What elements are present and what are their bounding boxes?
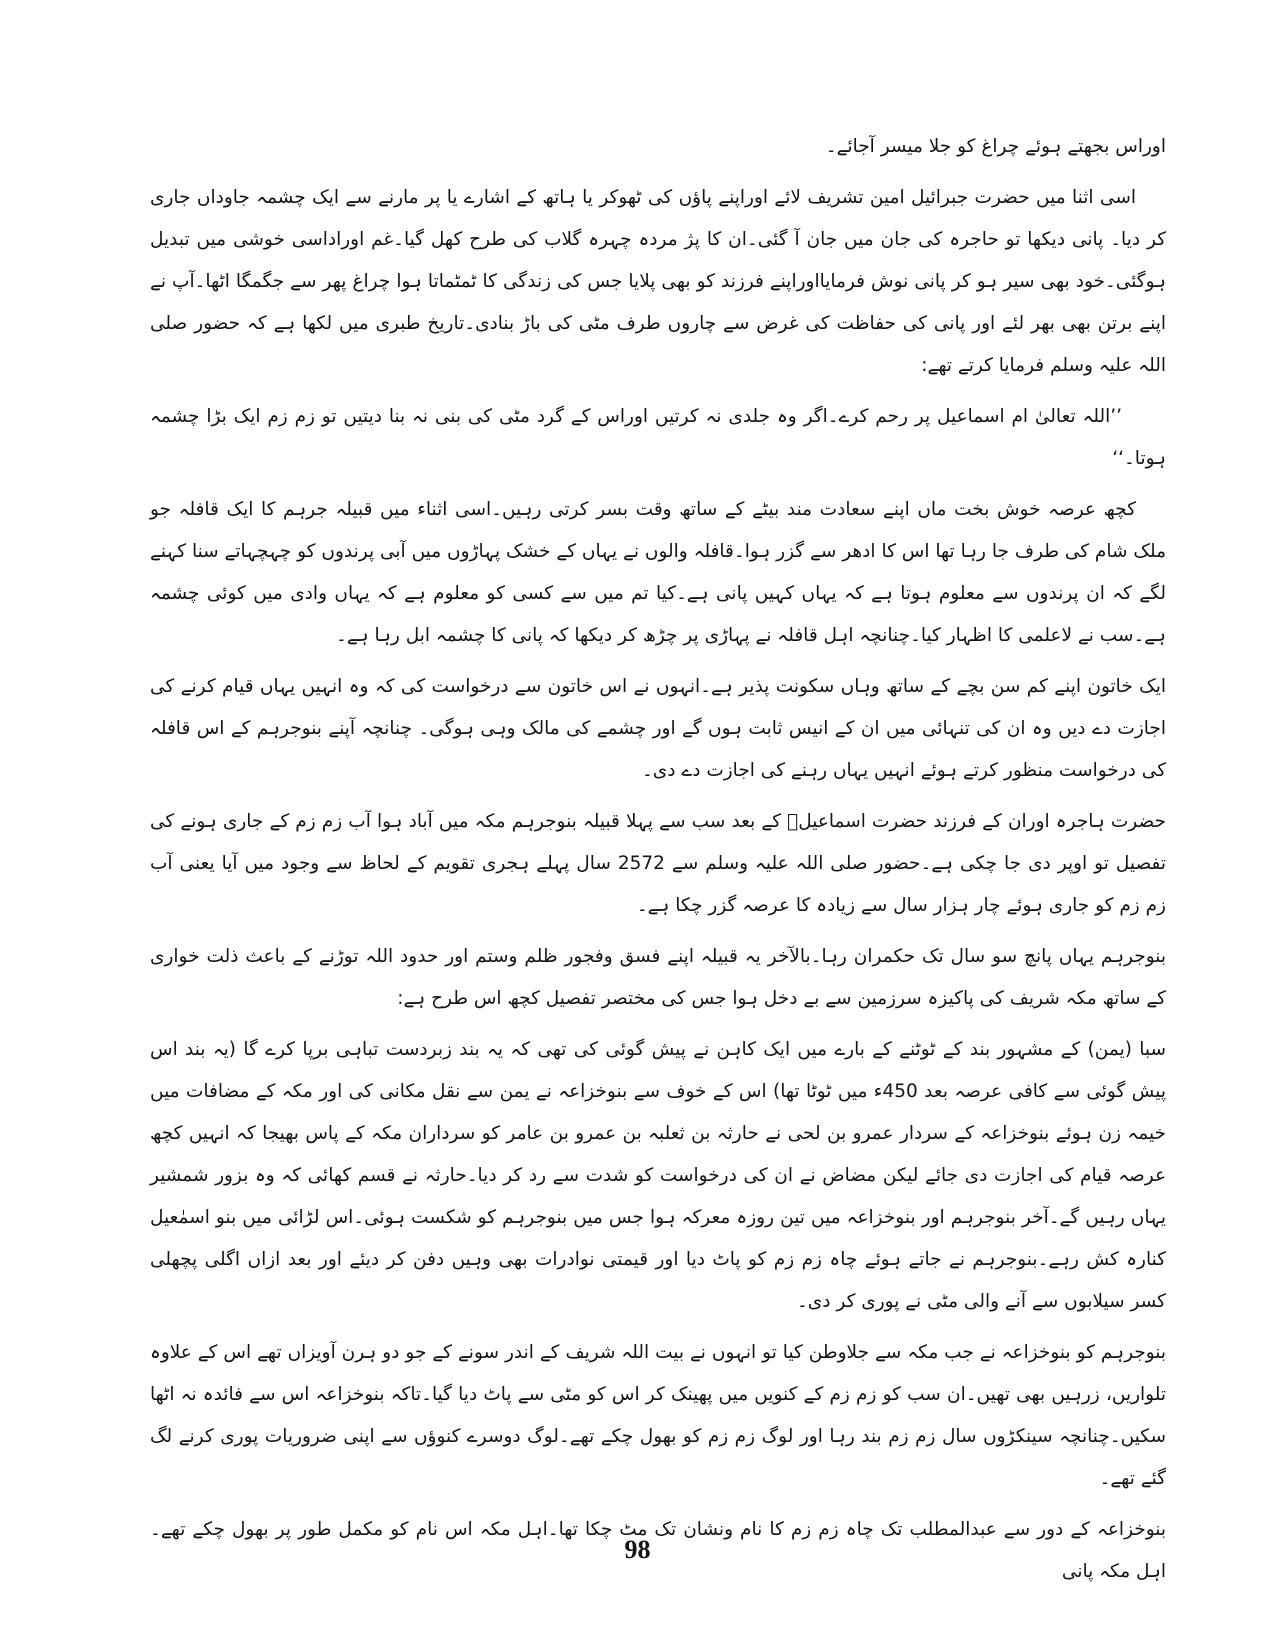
paragraph-7: بنوجرہم یہاں پانچ سو سال تک حکمران رہا۔بالآخر یہ قبیلہ اپنے فسق وفجور ظلم وستم اور حدود اللہ توڑنے کے باعث ذلت خواری کے ساتھ مکہ شریف کی پاکیزہ سرزمین سے بے دخل ہوا جس کی مختصر تفصیل کچھ اس طرح ہے: [150,946,1166,1009]
paragraph-1: اوراس بجھتے ہوئے چراغ کو جلا میسر آجائے۔ [825,136,1166,157]
page-number: 98 [624,1535,651,1564]
paragraph-8: سبا (یمن) کے مشہور بند کے ٹوٹنے کے بارے میں ایک کاہن نے پیش گوئی کی تھی کہ یہ بند زبردست تباہی برپا کرے گا (یہ بند اس پیش گوئی سے کافی عرصہ بعد 450ء میں ٹوٹا تھا) اس کے خوف سے بنوخزاعہ نے یمن سے نقل مکانی کی اور مکہ کے مضافات میں خیمہ زن ہوئے بنوخزاعہ کے سردار عمرو بن لحی نے حارثہ بن ثعلبہ بن عمرو بن عامر کو سرداران مکہ کے پاس بھیجا کہ انہیں کچھ عرصہ قیام کی اجازت دی جائے لیکن مضاض نے ان کی درخواست کو شدت سے رد کر دیا۔حارثہ نے قسم کھائی کہ وہ بزور شمشیر یہاں رہیں گے۔آخر بنوجرہم اور بنوخزاعہ میں تین روزہ معرکہ ہوا جس میں بنوجرہم کو شکست ہوئی۔اس لڑائی میں بنو اسمٰعیل کنارہ کش رہے۔بنوجرہم نے جاتے ہوئے چاہ زم زم کو پاٹ دیا اور قیمتی نوادرات بھی وہیں دفن کر دیئے اور بعد ازاں اگلی پچھلی کسر سیلابوں سے آنے والی مٹی نے پوری کر دی۔ [150,1039,1166,1312]
paragraph-2: اسی اثنا میں حضرت جبرائیل امین تشریف لائے اوراپنے پاؤں کی ٹھوکر یا ہاتھ کے اشارے یا پر مارنے سے ایک چشمہ جاوداں جاری کر دیا۔ پانی دیکھا تو حاجرہ کی جان میں جان آ گئی۔ان کا پژ مردہ چہرہ گلاب کی طرح کھل گیا۔غم اوراداسی خوشی میں تبدیل ہوگئی۔خود بھی سیر ہو کر پانی نوش فرمایااوراپنے فرزند کو بھی پلایا جس کی زندگی کا ٹمٹماتا ہوا چراغ پھر سے جگمگا اٹھا۔آپ نے اپنے برتن بھی بھر لئے اور پانی کی حفاظت کی غرض سے چاروں طرف مٹی کی باڑ بنادی۔تاریخ طبری میں لکھا ہے کہ حضور صلی اللہ علیہ وسلم فرمایا کرتے تھے: [150,187,1166,376]
page-body [150,126,1166,1602]
quotation: ’’اللہ تعالیٰ ام اسماعیل پر رحم کرے۔اگر وہ جلدی نہ کرتیں اوراس کے گرد مٹی کی بنی نہ بنا دیتیں تو زم زم ایک بڑا چشمہ ہوتا۔‘‘ [150,406,1166,469]
paragraph-6: حضرت ہاجرہ اوران کے فرزند حضرت اسماعیلؑ کے بعد سب سے پہلا قبیلہ بنوجرہم مکہ میں آباد ہوا آب زم زم کے جاری ہونے کی تفصیل تو اوپر دی جا چکی ہے۔حضور صلی اللہ علیہ وسلم سے 2572 سال پہلے ہجری تقویم کے لحاظ سے وجود میں آیا یعنی آب زم زم کو جاری ہوئے چار ہزار سال سے زیادہ کا عرصہ گزر چکا ہے۔ [150,811,1166,916]
paragraph-5: ایک خاتون اپنے کم سن بچے کے ساتھ وہاں سکونت پذیر ہے۔انہوں نے اس خاتون سے درخواست کی کہ وہ انہیں یہاں قیام کرنے کی اجازت دے دیں وہ ان کی تنہائی میں ان کے انیس ثابت ہوں گے اور چشمے کی مالک وہی ہوگی۔ چنانچہ آپنے بنوجرہم کے اس قافلہ کی درخواست منظور کرتے ہوئے انہیں یہاں رہنے کی اجازت دے دی۔ [150,676,1166,781]
paragraph-10: بنوخزاعہ کے دور سے عبدالمطلب تک چاہ زم زم کا نام ونشان تک مٹ چکا تھا۔اہل مکہ اس نام کو مکمل طور پر بھول چکے تھے۔اہل مکہ پانی [150,1519,1166,1582]
paragraph-4: کچھ عرصہ خوش بخت ماں اپنے سعادت مند بیٹے کے ساتھ وقت بسر کرتی رہیں۔اسی اثناء میں قبیلہ جرہم کا ایک قافلہ جو ملک شام کی طرف جا رہا تھا اس کا ادھر سے گزر ہوا۔قافلہ والوں نے یہاں کے خشک پہاڑوں میں آبی پرندوں کو چہچہاتے سنا کہنے لگے کہ ان پرندوں سے معلوم ہوتا ہے کہ یہاں کہیں پانی ہے۔کیا تم میں سے کسی کو معلوم ہے کہ یہاں وادی میں کوئی چشمہ ہے۔سب نے لاعلمی کا اظہار کیا۔چنانچہ اہل قافلہ نے پہاڑی پر چڑھ کر دیکھا کہ پانی کا چشمہ ابل رہا ہے۔ [150,499,1166,646]
paragraph-9: بنوجرہم کو بنوخزاعہ نے جب مکہ سے جلاوطن کیا تو انہوں نے بیت اللہ شریف کے اندر سونے کے جو دو ہرن آویزاں تھے اس کے علاوہ تلواریں، زرہیں بھی تھیں۔ان سب کو زم زم کے کنویں میں پھینک کر اس کو مٹی سے پاٹ دیا گیا۔تاکہ بنوخزاعہ اس سے فائدہ نہ اٹھا سکیں۔چنانچہ سینکڑوں سال زم زم بند رہا اور لوگ زم زم کو بھول چکے تھے۔لوگ دوسرے کنوؤں سے اپنی ضروریات پوری کرنے لگ گئے تھے۔ [150,1342,1166,1489]
